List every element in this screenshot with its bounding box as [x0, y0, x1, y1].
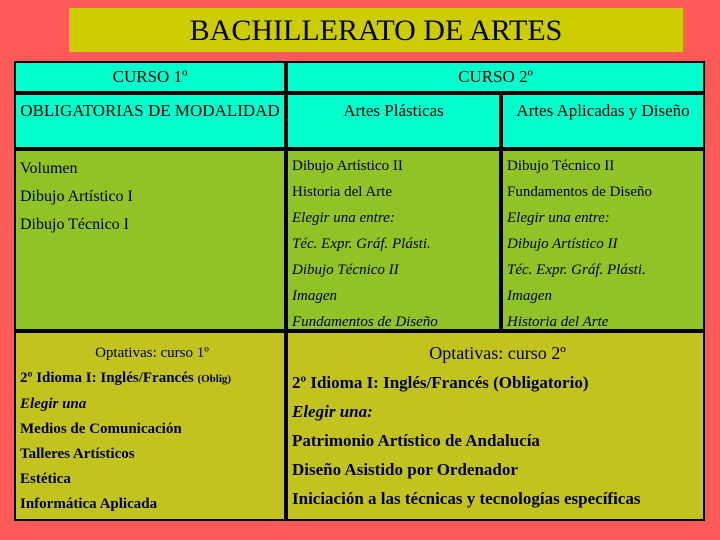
list-item: Volumen — [20, 160, 78, 177]
list-item: Dibujo Técnico II — [292, 262, 399, 278]
optativas1-elegir: Elegir una — [20, 396, 87, 412]
list-item: Diseño Asistido por Ordenador — [292, 460, 518, 479]
optativas2-idioma: 2º Idioma I: Inglés/Francés (Obligatorio) — [292, 373, 589, 392]
list-item: Imagen — [292, 288, 337, 304]
list-item: Iniciación a las técnicas y tecnologías específicas — [292, 489, 641, 508]
header-curso1: CURSO 1º — [16, 63, 284, 91]
list-item: Téc. Expr. Gráf. Plásti. — [507, 262, 646, 278]
optativas2-title: Optativas: curso 2º — [429, 343, 566, 363]
curriculum-table — [14, 61, 705, 521]
list-item: Dibujo Técnico II — [507, 158, 615, 174]
subheader-obligatorias: OBLIGATORIAS DE MODALIDAD — [16, 95, 284, 147]
list-item: Talleres Artísticos — [20, 446, 135, 462]
elective-label: Elegir una entre: — [292, 210, 395, 226]
list-item: Téc. Expr. Gráf. Plásti. — [292, 236, 431, 252]
subheader-artes-plasticas: Artes Plásticas — [288, 95, 499, 147]
list-item: Fundamentos de Diseño — [292, 314, 438, 329]
optativas1-idioma: 2º Idioma I: Inglés/Francés — [20, 370, 194, 386]
optativas1-idioma-note: (Oblig) — [197, 373, 232, 385]
elective-label: Elegir una entre: — [507, 210, 610, 226]
plasticas-subjects — [288, 151, 499, 329]
list-item: Dibujo Técnico I — [20, 216, 130, 233]
list-item: Estética — [20, 471, 71, 487]
header-curso2: CURSO 2º — [288, 63, 703, 91]
optativas-curso2 — [288, 333, 703, 519]
list-item: Patrimonio Artístico de Andalucía — [292, 431, 540, 450]
aplicadas-subjects — [503, 151, 703, 329]
list-item: Medios de Comunicación — [20, 421, 182, 437]
list-item: Dibujo Artístico I — [20, 188, 133, 205]
subheader-artes-aplicadas: Artes Aplicadas y Diseño — [503, 95, 703, 147]
optativas2-elegir: Elegir una: — [292, 402, 373, 421]
list-item: Fundamentos de Diseño — [507, 184, 652, 200]
list-item: Informática Aplicada — [20, 496, 158, 512]
list-item: Historia del Arte — [507, 314, 609, 329]
list-item: Imagen — [507, 288, 552, 304]
list-item: Historia del Arte — [292, 184, 392, 200]
optativas1-title: Optativas: curso 1º — [95, 345, 209, 361]
list-item: Dibujo Artístico II — [507, 236, 618, 252]
optativas-curso1 — [16, 333, 284, 519]
list-item: Dibujo Artístico II — [292, 158, 403, 174]
page-title: BACHILLERATO DE ARTES — [69, 8, 683, 52]
curso1-subjects — [16, 151, 284, 329]
